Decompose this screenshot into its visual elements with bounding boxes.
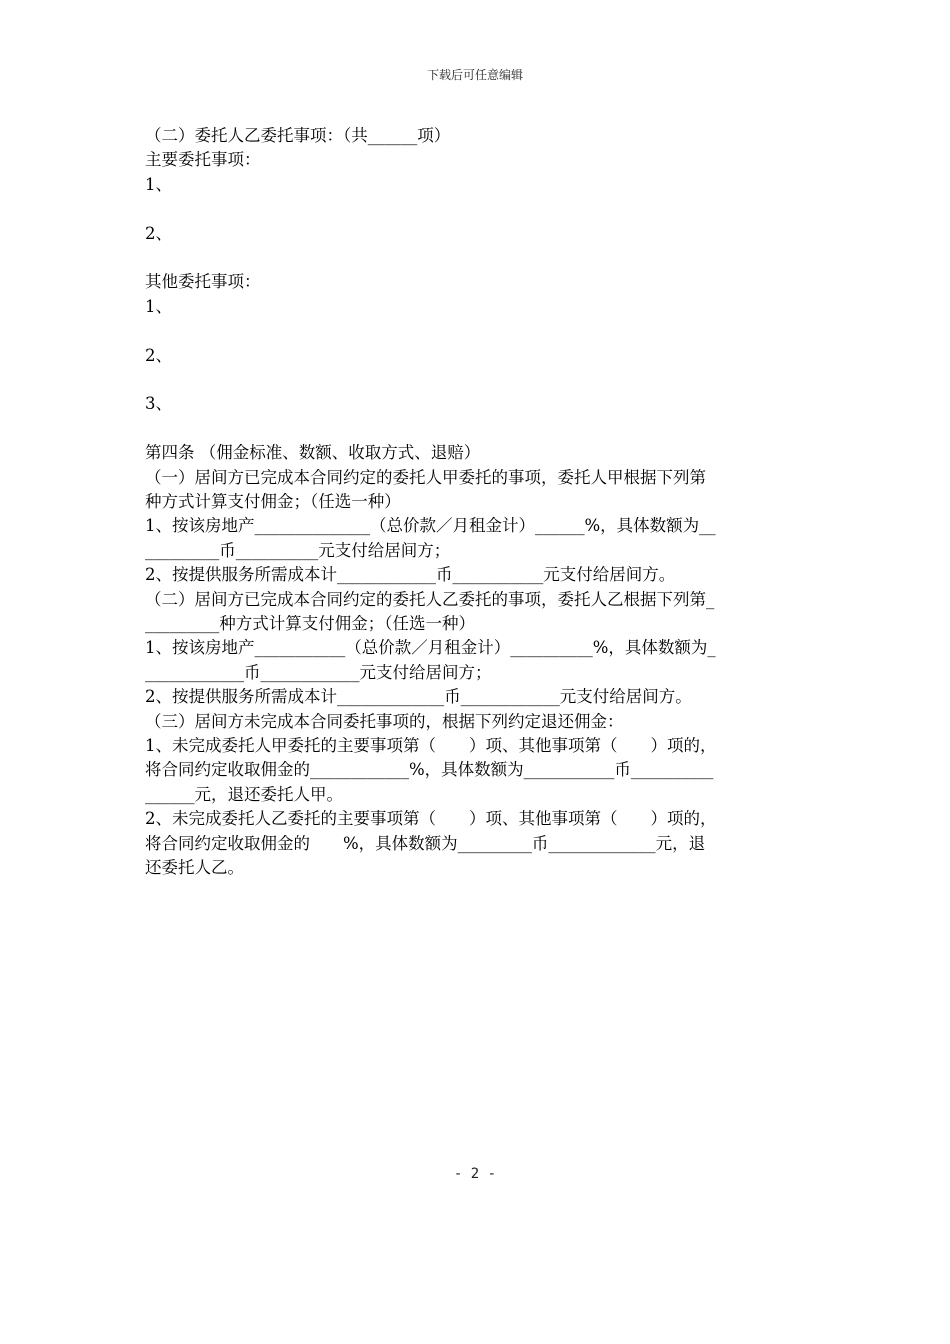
blank-line [145, 197, 810, 221]
clause-line: 1、按该房地产______________（总价款／月租金计）______%，具体数额为__ [145, 516, 716, 536]
clause-line: （三）居间方未完成本合同委托事项的，根据下列约定退还佣金： [145, 711, 624, 731]
clause-line: （一）居间方已完成本合同约定的委托人甲委托的事项，委托人甲根据下列第 [145, 467, 706, 487]
clause-line: _________币__________元支付给居间方； [145, 540, 451, 560]
blank-line [145, 417, 810, 441]
clause-line: 1、 [145, 174, 172, 194]
clause-line: 2、未完成委托人乙委托的主要事项第（ ）项、其他事项第（ ）项的， [145, 809, 717, 829]
clause-line: 1、未完成委托人甲委托的主要事项第（ ）项、其他事项第（ ）项的， [145, 736, 717, 756]
clause-line: 2、 [145, 223, 172, 243]
page-header: 下载后可任意编辑 [426, 68, 523, 82]
clause-line: （二）委托人乙委托事项：（共______项） [145, 126, 451, 145]
clause-line: 主要委托事项： [145, 150, 261, 170]
page-number: - 2 - [453, 1166, 497, 1182]
blank-line [145, 368, 810, 392]
clause-line: 种方式计算支付佣金；（任选一种） [145, 492, 401, 512]
clause-line: 2、按提供服务所需成本计_____________币____________元支付给居间方。 [145, 687, 692, 707]
clause-line: _________种方式计算支付佣金；（任选一种） [145, 614, 475, 634]
clause-line: 还委托人乙。 [145, 858, 244, 878]
article-heading: 第四条 （佣金标准、数额、收取方式、退赔） [145, 443, 481, 463]
clause-line: 其他委托事项： [145, 272, 261, 292]
clause-line: 将合同约定收取佣金的 %，具体数额为_________币_____________元，退 [145, 833, 706, 853]
clause-line: 2、 [145, 345, 172, 365]
clause-line: 3、 [145, 394, 172, 414]
clause-line: 1、按该房地产___________（总价款／月租金计）__________%，具体数额为_ [145, 638, 716, 658]
clause-line: 2、按提供服务所需成本计____________币___________元支付给居间方。 [145, 565, 676, 585]
clause-line: 1、 [145, 296, 172, 316]
blank-line [145, 319, 810, 343]
document-body [145, 124, 810, 881]
blank-line [145, 246, 810, 270]
clause-line: ______元，退还委托人甲。 [145, 784, 343, 804]
clause-line: ____________币____________元支付给居间方； [145, 662, 492, 682]
clause-line: 将合同约定收取佣金的____________%，具体数额为___________币__________ [145, 760, 714, 780]
clause-line: （二）居间方已完成本合同约定的委托人乙委托的事项，委托人乙根据下列第_ [145, 589, 715, 609]
